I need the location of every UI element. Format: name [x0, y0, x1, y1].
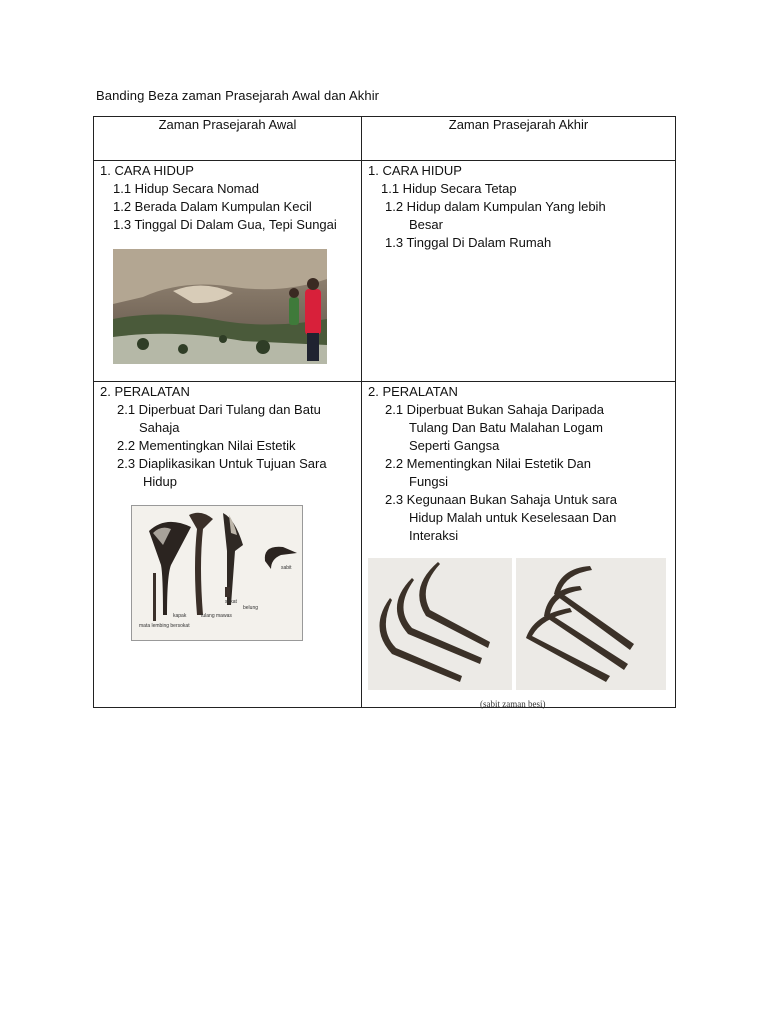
cell-awal-peralatan	[94, 382, 362, 708]
awal-cara-hidup-heading: 1. CARA HIDUP	[100, 163, 194, 178]
list-item-cont: Tulang Dan Batu Malahan Logam	[409, 420, 603, 435]
list-item: 2.2 Mementingkan Nilai Estetik Dan	[385, 456, 591, 471]
awal-peralatan-heading: 2. PERALATAN	[100, 384, 190, 399]
cell-akhir-peralatan	[362, 382, 676, 708]
list-item: 2.3 Kegunaan Bukan Sahaja Untuk sara	[385, 492, 618, 507]
list-item: 2.3 Diaplikasikan Untuk Tujuan Sara	[117, 456, 327, 471]
stone-tools-figure	[131, 505, 303, 641]
list-item: 1.3 Tinggal Di Dalam Rumah	[385, 235, 552, 250]
list-item-cont: Seperti Gangsa	[409, 438, 500, 453]
list-item: 2.1 Diperbuat Dari Tulang dan Batu	[117, 402, 321, 417]
list-item: 1.2 Berada Dalam Kumpulan Kecil	[113, 199, 312, 214]
tool-label: sokat	[225, 599, 237, 605]
akhir-peralatan-heading: 2. PERALATAN	[368, 384, 458, 399]
list-item: 1.1 Hidup Secara Nomad	[113, 181, 259, 196]
cell-awal-cara-hidup	[94, 161, 362, 382]
list-item: 1.2 Hidup dalam Kumpulan Yang lebih	[385, 199, 606, 214]
list-item: 1.1 Hidup Secara Tetap	[381, 181, 517, 196]
list-item-cont: Sahaja	[139, 420, 180, 435]
iron-sickles-photo	[368, 558, 666, 690]
cave-photo	[113, 249, 327, 364]
list-item: 2.1 Diperbuat Bukan Sahaja Daripada	[385, 402, 604, 417]
tool-label: kapak	[173, 613, 187, 619]
comparison-table	[93, 116, 676, 708]
tool-label: belung	[243, 605, 259, 611]
list-item-cont: Fungsi	[409, 474, 449, 489]
tool-label: tulang mawas	[201, 613, 232, 619]
figure-caption: (sabit zaman besi)	[480, 699, 546, 709]
header-awal: Zaman Prasejarah Awal	[94, 117, 362, 161]
list-item: 1.3 Tinggal Di Dalam Gua, Tepi Sungai	[113, 217, 337, 232]
header-akhir: Zaman Prasejarah Akhir	[362, 117, 676, 161]
list-item-cont: Hidup Malah untuk Keselesaan Dan	[409, 510, 617, 525]
cell-akhir-cara-hidup	[362, 161, 676, 382]
tool-label: mata lembing bersokat	[139, 623, 190, 629]
list-item: 2.2 Mementingkan Nilai Estetik	[117, 438, 296, 453]
list-item-cont: Besar	[409, 217, 443, 232]
list-item-cont: Interaksi	[409, 528, 459, 543]
list-item-cont: Hidup	[143, 474, 177, 489]
akhir-cara-hidup-heading: 1. CARA HIDUP	[368, 163, 462, 178]
tool-label: sabit	[281, 565, 292, 571]
document-title: Banding Beza zaman Prasejarah Awal dan Akhir	[96, 88, 380, 103]
